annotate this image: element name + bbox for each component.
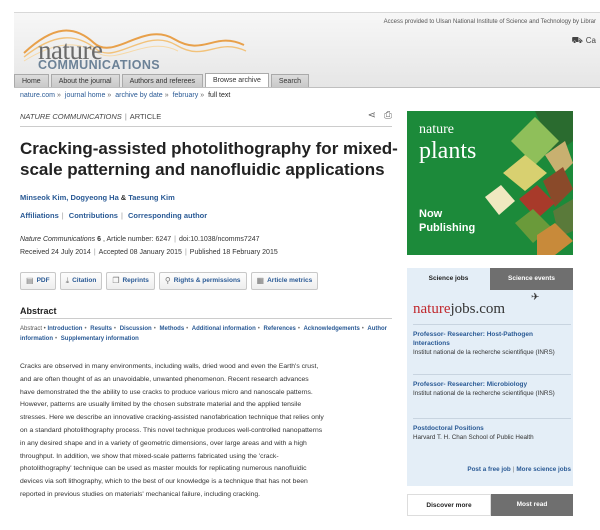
journal-name: NATURE COMMUNICATIONS (20, 112, 122, 121)
rights-label: Rights & permissions (173, 277, 241, 284)
naturejobs-logo-jobs: jobs.com (450, 301, 506, 317)
ad-title-plants: plants (419, 138, 477, 164)
breadcrumb-item[interactable]: february (172, 92, 199, 99)
job-organization: Institut national de la recherche scientifique (INRS) (413, 390, 555, 397)
received-date: Received 24 July 2014 (20, 249, 91, 256)
job-organization: Harvard T. H. Chan School of Public Health (413, 434, 534, 441)
tab-science-jobs[interactable]: Science jobs (407, 268, 490, 290)
job-title[interactable]: Professor- Researcher: Host-Pathogen Interactions (413, 331, 533, 347)
author-and: & (120, 193, 127, 202)
breadcrumb-item[interactable]: journal home (64, 92, 106, 99)
nav-tab-about[interactable]: About the journal (51, 74, 120, 87)
article-metrics-button[interactable] (251, 272, 319, 290)
divider (20, 318, 392, 319)
reprints-icon: ❐ (112, 276, 120, 285)
jobs-tabs (407, 268, 573, 290)
author-link[interactable]: Dogyeong Ha (70, 193, 119, 202)
job-title[interactable]: Postdoctoral Positions (413, 425, 484, 432)
print-icon[interactable]: ⎙ (384, 110, 392, 121)
section-link-author-information[interactable]: Author information (20, 326, 388, 342)
abstract-line: reported in previous studies on materials' mechanical failure, including cracking. (20, 490, 261, 498)
rights-permissions-button[interactable] (159, 272, 247, 290)
abstract-line: throughput. In addition, we show that mixed-scale patterns fabricated using the 'crack- (20, 452, 279, 460)
jobs-panel (407, 290, 573, 486)
abstract-line: and are often thought of as an unavoidable, unwanted phenomenon. Recent research advances (20, 375, 309, 383)
affiliations-link[interactable]: Affiliations (20, 211, 59, 220)
article-title: Cracking-assisted photolithography for mixed-scale patterning and nanofluidic applications (20, 139, 398, 179)
citation-volume: 6 (97, 236, 101, 243)
job-listing[interactable] (413, 424, 571, 442)
divider (413, 374, 571, 375)
section-link-results[interactable]: Results (90, 326, 112, 332)
section-nav: Abstract • Introduction • Results • Discussion • Methods • Additional information • References • Acknowledgements • Author information • Supplementary information (20, 326, 388, 342)
tab-science-events[interactable]: Science events (490, 268, 573, 290)
tab-most-read[interactable]: Most read (491, 494, 573, 516)
contributions-link[interactable]: Contributions (68, 211, 118, 220)
metrics-label: Article metrics (267, 277, 313, 284)
corresponding-author-link[interactable]: Corresponding author (128, 211, 208, 220)
logo-wordmark: nature (38, 35, 103, 65)
rights-icon: ⚲ (164, 276, 171, 285)
divider (413, 418, 571, 419)
abstract-line: on a standard photolithography process. This novel technique produces well-controlled nanopatterns (20, 426, 323, 434)
pdf-icon: ▤ (26, 276, 34, 285)
dates-line: Received 24 July 2014 | Accepted 08 January 2015 | Published 18 February 2015 (20, 249, 278, 256)
citation-doi: doi:10.1038/ncomms7247 (178, 236, 260, 243)
nature-communications-logo[interactable] (14, 13, 264, 73)
job-organization: Institut national de la recherche scientifique (INRS) (413, 349, 555, 356)
section-link-methods[interactable]: Methods (159, 326, 185, 332)
article-tools (20, 272, 322, 290)
accepted-date: Accepted 08 January 2015 (98, 249, 182, 256)
article-type: ARTICLE (129, 112, 162, 121)
job-listing[interactable] (413, 330, 571, 357)
reprints-label: Reprints (122, 277, 149, 284)
section-link-additional-information[interactable]: Additional information (191, 326, 256, 332)
citation-label: Citation (72, 277, 97, 284)
citation-article-number: Article number: 6247 (106, 236, 172, 243)
metrics-icon: ▦ (256, 276, 265, 285)
breadcrumb: nature.com » journal home » archive by date » february » full text (20, 92, 231, 99)
abstract-line: have demonstrated the the ability to use cracks to produce various micro and nanoscale patterns. (20, 388, 313, 396)
section-link-references[interactable]: References (263, 326, 296, 332)
pdf-button[interactable] (20, 272, 56, 290)
nav-tab-search[interactable]: Search (271, 74, 309, 87)
main-nav (14, 73, 311, 87)
citation-journal: Nature Communications (20, 236, 96, 243)
affiliation-links: Affiliations | Contributions | Corresponding author (20, 211, 208, 220)
abstract-text (20, 361, 396, 502)
site-header (14, 12, 600, 88)
tab-discover-more[interactable]: Discover more (407, 494, 491, 516)
bird-icon: ✈ (531, 292, 540, 303)
author-list: Minseok Kim, Dogyeong Ha & Taesung Kim (20, 193, 175, 202)
ad-publishing-text: Publishing (419, 222, 476, 234)
naturejobs-logo-nature: nature (413, 301, 451, 317)
abstract-line: photolithography' technique can be used as master moulds for replicating numerous nanofluidic (20, 465, 307, 473)
reprints-button[interactable] (106, 272, 155, 290)
jobs-footer: Post a free job | More science jobs (467, 466, 571, 473)
citation-line: Nature Communications 6 , Article number: 6247 | doi:10.1038/ncomms7247 (20, 236, 260, 243)
author-link[interactable]: Minseok Kim (20, 193, 67, 202)
abstract-heading: Abstract (20, 306, 57, 316)
publication-row: NATURE COMMUNICATIONS | ARTICLE ⋖ ⎙ (20, 110, 392, 121)
cart-label: Ca (585, 36, 596, 45)
ad-now-publishing (419, 207, 475, 235)
download-icon: ⤓ (65, 276, 70, 285)
cart-icon: ⛟ (571, 35, 583, 45)
section-link-acknowledgements[interactable]: Acknowledgements (303, 326, 360, 332)
naturejobs-logo[interactable] (413, 302, 505, 317)
breadcrumb-item[interactable]: archive by date (115, 92, 163, 99)
ad-title-nature: nature (419, 122, 454, 137)
section-nav-lead: Abstract • (20, 326, 46, 332)
author-link[interactable]: Taesung Kim (128, 193, 175, 202)
post-free-job-link[interactable]: Post a free job (467, 466, 511, 473)
abstract-line: in any desired shape and in a variety of geometric dimensions, over large areas and with a high (20, 439, 307, 447)
abstract-line: stresses. Here we describe an innovative cracking-assisted nanofabrication technique that relies only (20, 414, 324, 422)
nav-tab-home[interactable]: Home (14, 74, 49, 87)
cart-link[interactable] (571, 35, 596, 47)
section-link-supplementary-information[interactable]: Supplementary information (60, 336, 139, 342)
published-date: Published 18 February 2015 (189, 249, 278, 256)
ad-now-text: Now (419, 208, 443, 220)
leaf-collage-graphic (475, 111, 573, 255)
abstract-line: devices via soft lithography, which to the best of our knowledge is a technique that has not been (20, 478, 308, 486)
discover-tabs (407, 494, 573, 516)
breadcrumb-item[interactable]: nature.com (20, 92, 56, 99)
share-icon[interactable]: ⋖ (367, 110, 376, 121)
section-link-introduction[interactable]: Introduction (47, 326, 83, 332)
job-listing[interactable] (413, 380, 571, 398)
nav-tab-browse-archive[interactable]: Browse archive (205, 73, 269, 87)
nav-tab-authors[interactable]: Authors and referees (122, 74, 203, 87)
access-provided-text: Access provided to Ulsan National Institute of Science and Technology by Librar (383, 19, 596, 25)
abstract-line: Cracks are observed in many environments, including walls, dried wood and even the Earth's crust, (20, 363, 319, 370)
job-title[interactable]: Professor- Researcher: Microbiology (413, 381, 528, 388)
breadcrumb-current: full text (208, 92, 231, 99)
abstract-line: However, patterns are usually limited by the chosen substrate material and the applied tensile (20, 401, 302, 409)
nature-plants-ad[interactable] (407, 111, 573, 255)
pdf-label: PDF (36, 277, 50, 284)
divider (413, 324, 571, 325)
section-link-discussion[interactable]: Discussion (119, 326, 152, 332)
logo-subtitle: COMMUNICATIONS (38, 58, 161, 72)
more-science-jobs-link[interactable]: More science jobs (516, 466, 571, 473)
divider (20, 126, 392, 127)
citation-button[interactable] (60, 272, 103, 290)
